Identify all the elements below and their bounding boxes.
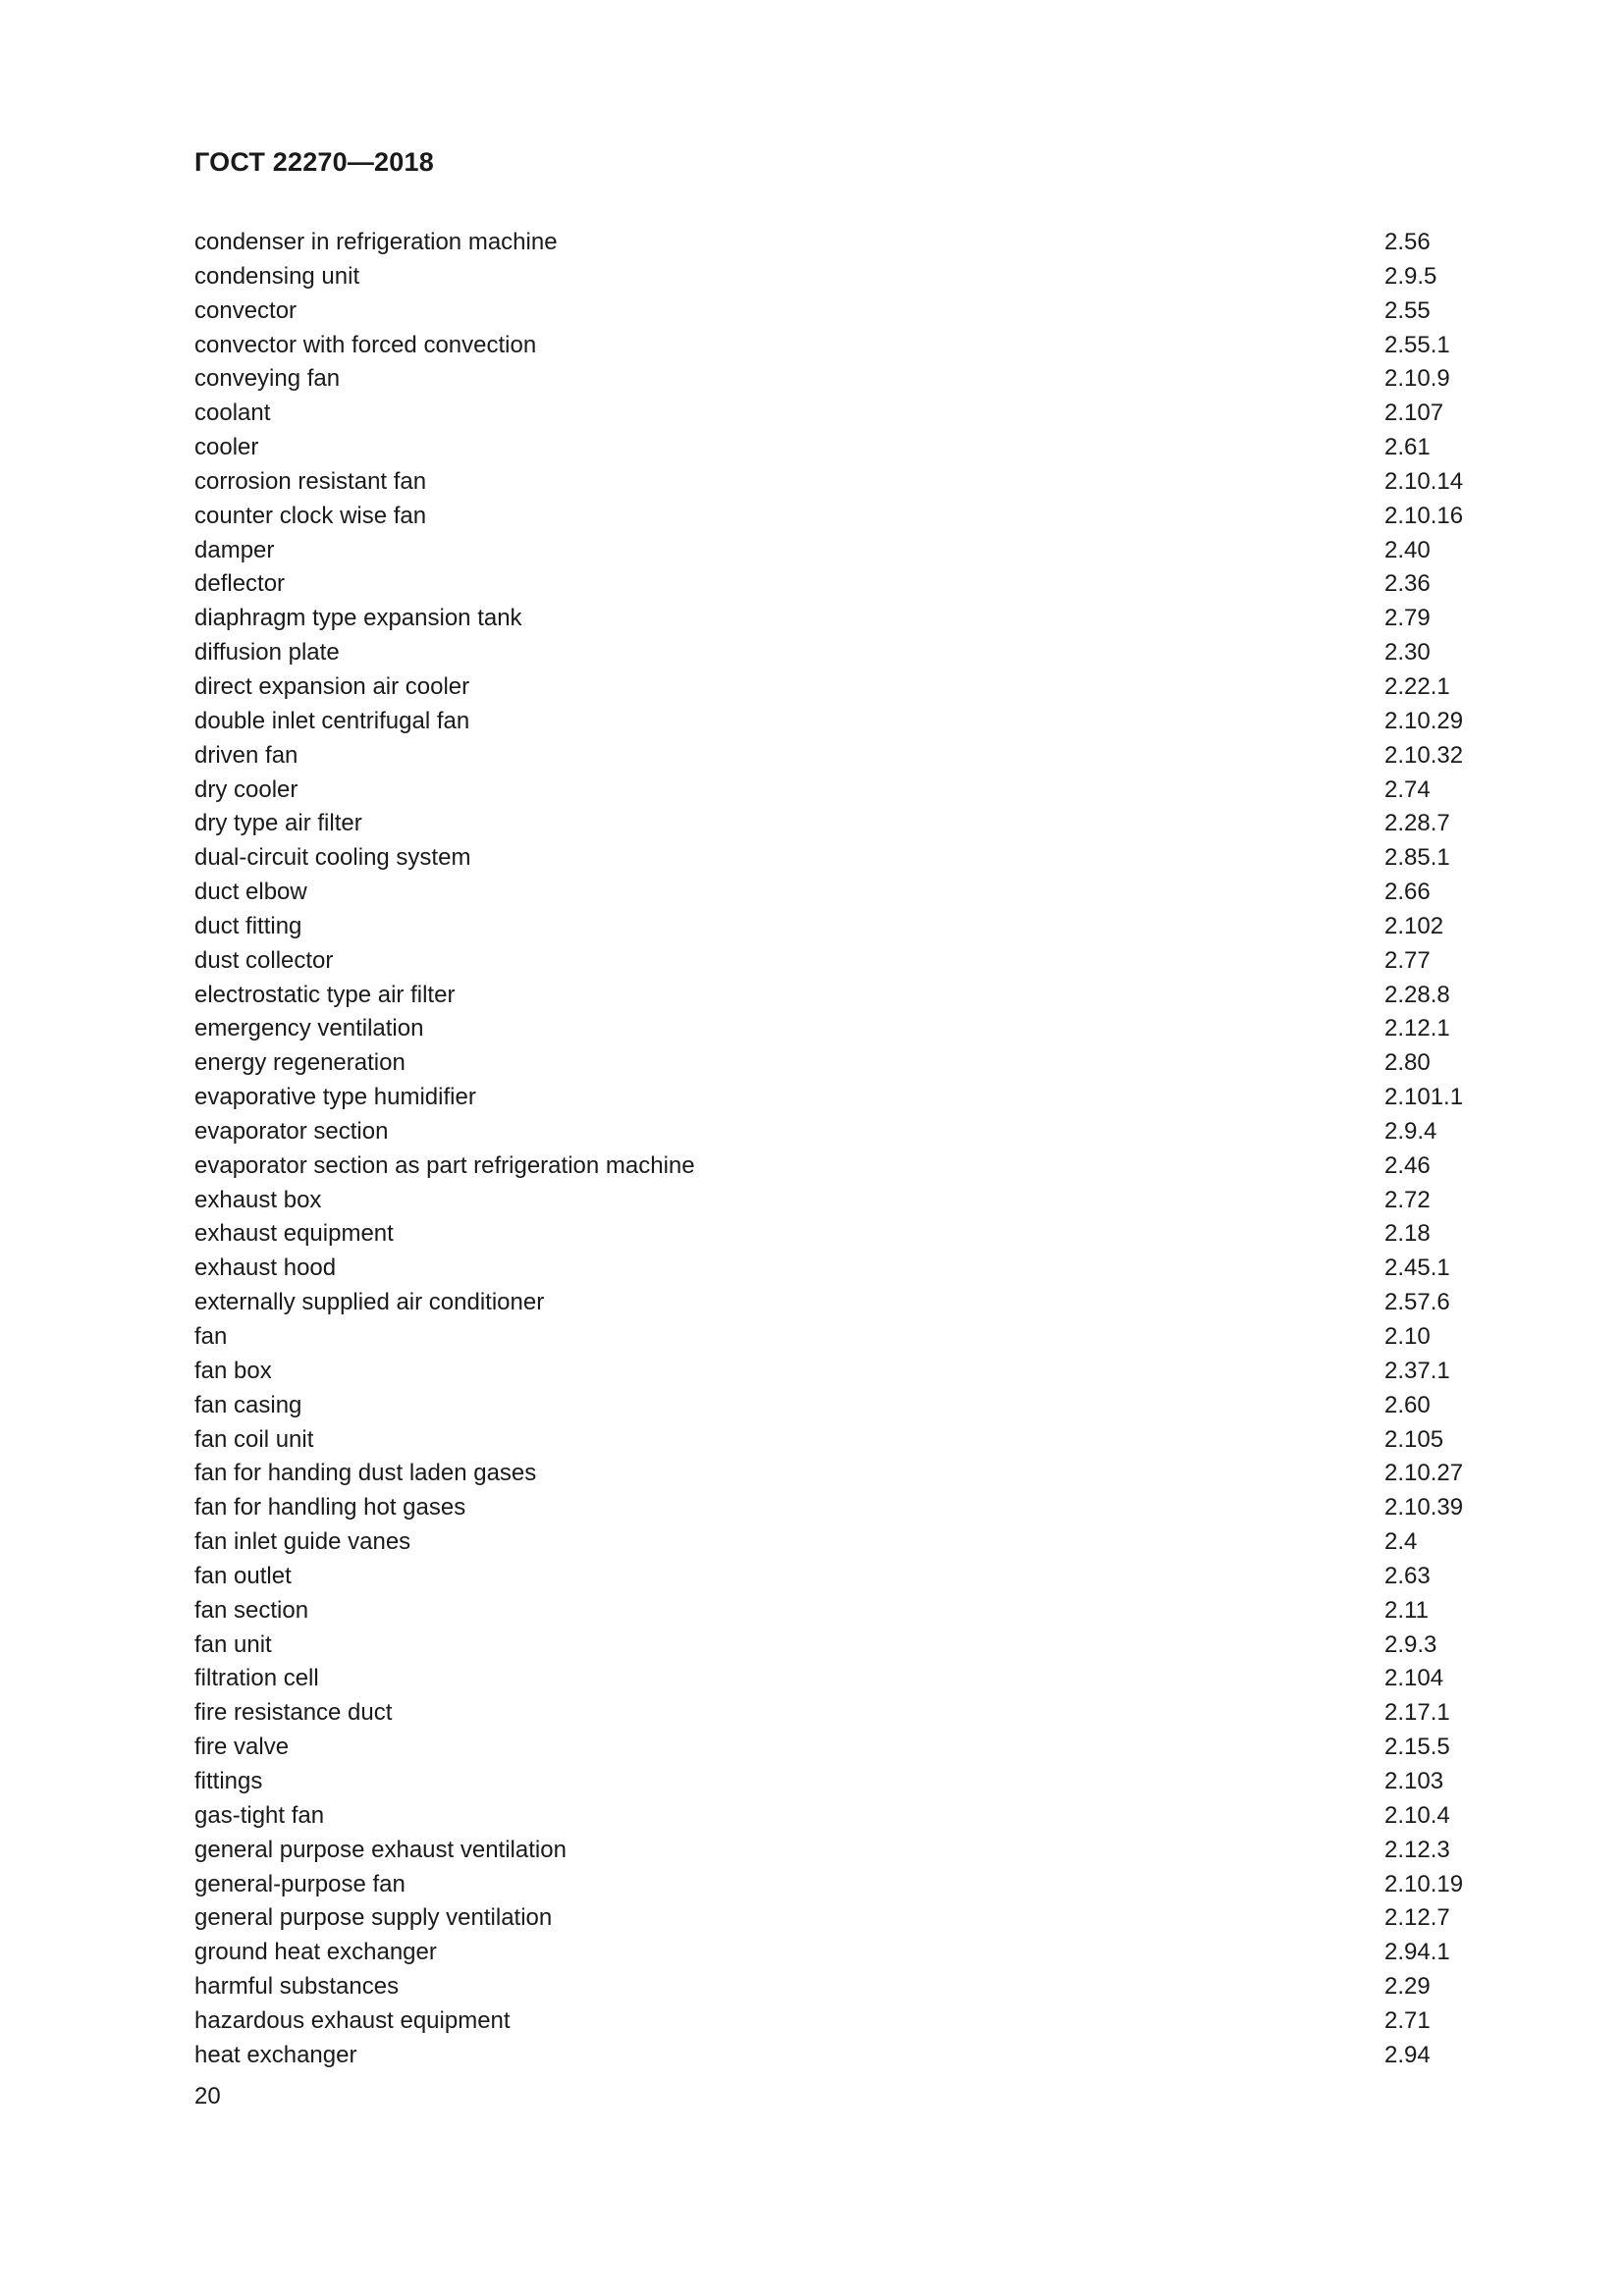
index-reference: 2.36 bbox=[1384, 570, 1431, 598]
index-entry bbox=[194, 431, 1490, 465]
index-reference: 2.79 bbox=[1384, 605, 1431, 632]
index-entry bbox=[194, 1560, 1490, 1594]
index-reference: 2.11 bbox=[1384, 1596, 1429, 1624]
index-entry bbox=[194, 841, 1490, 876]
index-term: filtration cell bbox=[194, 1665, 319, 1692]
index-term: corrosion resistant fan bbox=[194, 467, 427, 495]
index-entry bbox=[194, 329, 1490, 363]
index-reference: 2.10.32 bbox=[1384, 741, 1464, 769]
index-term: fan outlet bbox=[194, 1562, 292, 1589]
index-reference: 2.57.6 bbox=[1384, 1289, 1450, 1316]
index-reference: 2.103 bbox=[1384, 1767, 1444, 1794]
index-entry bbox=[194, 1868, 1490, 1902]
index-term: energy regeneration bbox=[194, 1049, 406, 1077]
index-term: driven fan bbox=[194, 741, 298, 769]
index-term: dry cooler bbox=[194, 775, 298, 803]
index-reference: 2.18 bbox=[1384, 1220, 1431, 1248]
index-reference: 2.10.29 bbox=[1384, 707, 1464, 734]
index-term: electrostatic type air filter bbox=[194, 981, 456, 1008]
index-reference: 2.9.5 bbox=[1384, 262, 1437, 290]
index-entry bbox=[194, 1252, 1490, 1286]
index-term: convector bbox=[194, 296, 298, 324]
index-entry bbox=[194, 500, 1490, 534]
index-entry bbox=[194, 534, 1490, 568]
index-term: dual-circuit cooling system bbox=[194, 844, 471, 872]
index-entry bbox=[194, 1970, 1490, 2004]
index-reference: 2.37.1 bbox=[1384, 1357, 1450, 1384]
index-term: direct expansion air cooler bbox=[194, 672, 470, 700]
index-reference: 2.102 bbox=[1384, 912, 1444, 939]
index-reference: 2.72 bbox=[1384, 1186, 1431, 1213]
index-term: fire resistance duct bbox=[194, 1699, 393, 1727]
index-reference: 2.40 bbox=[1384, 536, 1431, 563]
index-reference: 2.61 bbox=[1384, 434, 1431, 461]
index-reference: 2.10.16 bbox=[1384, 502, 1464, 529]
index-reference: 2.71 bbox=[1384, 2006, 1431, 2034]
index-term: evaporator section as part refrigeration machine bbox=[194, 1151, 695, 1179]
index-entry bbox=[194, 1286, 1490, 1320]
index-entry bbox=[194, 1594, 1490, 1629]
index-term: hazardous exhaust equipment bbox=[194, 2006, 511, 2034]
index-reference: 2.9.3 bbox=[1384, 1630, 1437, 1658]
index-term: fan section bbox=[194, 1596, 309, 1624]
document-header: ГОСТ 22270—2018 bbox=[194, 147, 434, 177]
index-term: fan casing bbox=[194, 1391, 302, 1418]
index-term: counter clock wise fan bbox=[194, 502, 427, 529]
index-entry bbox=[194, 1936, 1490, 1970]
index-reference: 2.104 bbox=[1384, 1665, 1444, 1692]
index-entry bbox=[194, 1525, 1490, 1560]
index-reference: 2.107 bbox=[1384, 400, 1444, 427]
index-entry bbox=[194, 807, 1490, 841]
index-term: conveying fan bbox=[194, 365, 341, 393]
index-entry bbox=[194, 1081, 1490, 1115]
index-term: fan inlet guide vanes bbox=[194, 1528, 411, 1556]
index-reference: 2.55 bbox=[1384, 296, 1431, 324]
index-entry bbox=[194, 910, 1490, 944]
index-reference: 2.94 bbox=[1384, 2041, 1431, 2068]
index-term: fan coil unit bbox=[194, 1425, 314, 1453]
index-entry bbox=[194, 739, 1490, 774]
index-entry bbox=[194, 465, 1490, 500]
index-reference: 2.12.1 bbox=[1384, 1015, 1450, 1042]
index-term: evaporative type humidifier bbox=[194, 1084, 476, 1111]
index-entry bbox=[194, 294, 1490, 329]
index-entry bbox=[194, 705, 1490, 739]
index-term: dust collector bbox=[194, 946, 334, 974]
index-entry bbox=[194, 1184, 1490, 1218]
index-term: condenser in refrigeration machine bbox=[194, 229, 558, 255]
index-reference: 2.10.27 bbox=[1384, 1460, 1464, 1487]
term-index-list bbox=[194, 226, 1490, 2073]
index-term: cooler bbox=[194, 434, 259, 461]
index-entry bbox=[194, 1491, 1490, 1525]
index-term: duct fitting bbox=[194, 912, 302, 939]
index-reference: 2.30 bbox=[1384, 639, 1431, 667]
index-entry bbox=[194, 1901, 1490, 1936]
index-term: dry type air filter bbox=[194, 810, 362, 837]
index-term: fan for handing dust laden gases bbox=[194, 1460, 537, 1487]
index-term: ground heat exchanger bbox=[194, 1939, 437, 1966]
index-reference: 2.85.1 bbox=[1384, 844, 1450, 872]
index-term: evaporator section bbox=[194, 1117, 389, 1145]
index-entry bbox=[194, 1696, 1490, 1731]
index-entry bbox=[194, 1731, 1490, 1765]
index-entry bbox=[194, 1012, 1490, 1046]
index-reference: 2.66 bbox=[1384, 879, 1431, 906]
index-reference: 2.28.7 bbox=[1384, 810, 1450, 837]
index-term: fan box bbox=[194, 1357, 272, 1384]
index-term: gas-tight fan bbox=[194, 1801, 325, 1829]
index-entry bbox=[194, 602, 1490, 636]
index-reference: 2.10.39 bbox=[1384, 1494, 1464, 1522]
index-entry bbox=[194, 2039, 1490, 2073]
index-reference: 2.74 bbox=[1384, 775, 1431, 803]
index-term: diffusion plate bbox=[194, 639, 340, 667]
index-entry bbox=[194, 774, 1490, 808]
index-term: exhaust hood bbox=[194, 1255, 337, 1282]
index-reference: 2.10.14 bbox=[1384, 467, 1464, 495]
index-reference: 2.12.7 bbox=[1384, 1904, 1450, 1932]
index-term: general purpose exhaust ventilation bbox=[194, 1836, 567, 1863]
index-entry bbox=[194, 636, 1490, 670]
index-reference: 2.10 bbox=[1384, 1323, 1431, 1350]
index-reference: 2.55.1 bbox=[1384, 331, 1450, 358]
index-entry bbox=[194, 1320, 1490, 1355]
index-entry bbox=[194, 944, 1490, 979]
index-entry bbox=[194, 1834, 1490, 1868]
index-reference: 2.45.1 bbox=[1384, 1255, 1450, 1282]
index-reference: 2.60 bbox=[1384, 1391, 1431, 1418]
index-entry bbox=[194, 1115, 1490, 1149]
index-term: diaphragm type expansion tank bbox=[194, 605, 522, 632]
index-term: fan unit bbox=[194, 1630, 272, 1658]
index-term: general-purpose fan bbox=[194, 1870, 406, 1897]
index-reference: 2.80 bbox=[1384, 1049, 1431, 1077]
index-term: fan for handling hot gases bbox=[194, 1494, 466, 1522]
index-entry bbox=[194, 260, 1490, 294]
index-entry bbox=[194, 567, 1490, 602]
index-term: double inlet centrifugal fan bbox=[194, 707, 470, 734]
index-term: fittings bbox=[194, 1767, 263, 1794]
index-reference: 2.29 bbox=[1384, 1973, 1431, 2001]
index-reference: 2.28.8 bbox=[1384, 981, 1450, 1008]
page-number: 20 bbox=[194, 2083, 221, 2109]
index-reference: 2.12.3 bbox=[1384, 1836, 1450, 1863]
index-term: condensing unit bbox=[194, 262, 360, 290]
index-term: harmful substances bbox=[194, 1973, 400, 2001]
index-term: damper bbox=[194, 536, 275, 563]
index-entry bbox=[194, 1423, 1490, 1458]
index-reference: 2.101.1 bbox=[1384, 1084, 1464, 1111]
index-reference: 2.94.1 bbox=[1384, 1939, 1450, 1966]
index-reference: 2.15.5 bbox=[1384, 1734, 1450, 1761]
index-entry bbox=[194, 979, 1490, 1013]
index-reference: 2.9.4 bbox=[1384, 1117, 1437, 1145]
index-reference: 2.22.1 bbox=[1384, 672, 1450, 700]
index-reference: 2.46 bbox=[1384, 1151, 1431, 1179]
index-entry bbox=[194, 1389, 1490, 1423]
index-reference: 2.4 bbox=[1384, 1528, 1418, 1556]
index-reference: 2.17.1 bbox=[1384, 1699, 1450, 1727]
index-entry bbox=[194, 1149, 1490, 1184]
index-reference: 2.10.19 bbox=[1384, 1870, 1464, 1897]
index-reference: 2.56 bbox=[1384, 229, 1431, 255]
index-entry bbox=[194, 1662, 1490, 1696]
index-term: deflector bbox=[194, 570, 286, 598]
index-entry bbox=[194, 670, 1490, 705]
index-entry bbox=[194, 1046, 1490, 1081]
index-entry bbox=[194, 1799, 1490, 1834]
index-term: fan bbox=[194, 1323, 228, 1350]
index-reference: 2.77 bbox=[1384, 946, 1431, 974]
index-entry bbox=[194, 1765, 1490, 1799]
index-entry bbox=[194, 1457, 1490, 1491]
index-term: duct elbow bbox=[194, 879, 307, 906]
index-term: emergency ventilation bbox=[194, 1015, 424, 1042]
index-reference: 2.63 bbox=[1384, 1562, 1431, 1589]
index-entry bbox=[194, 397, 1490, 431]
index-reference: 2.105 bbox=[1384, 1425, 1444, 1453]
index-entry bbox=[194, 1629, 1490, 1663]
index-entry bbox=[194, 1217, 1490, 1252]
index-reference: 2.10.4 bbox=[1384, 1801, 1450, 1829]
index-term: general purpose supply ventilation bbox=[194, 1904, 553, 1932]
index-reference: 2.10.9 bbox=[1384, 365, 1450, 393]
index-term: convector with forced convection bbox=[194, 331, 537, 358]
index-entry bbox=[194, 226, 1490, 260]
index-term: heat exchanger bbox=[194, 2041, 357, 2068]
index-term: coolant bbox=[194, 400, 271, 427]
index-entry bbox=[194, 1355, 1490, 1389]
index-entry bbox=[194, 362, 1490, 397]
index-term: exhaust equipment bbox=[194, 1220, 394, 1248]
index-term: externally supplied air conditioner bbox=[194, 1289, 545, 1316]
index-term: fire valve bbox=[194, 1734, 290, 1761]
index-entry bbox=[194, 876, 1490, 910]
index-entry bbox=[194, 2004, 1490, 2039]
index-term: exhaust box bbox=[194, 1186, 322, 1213]
